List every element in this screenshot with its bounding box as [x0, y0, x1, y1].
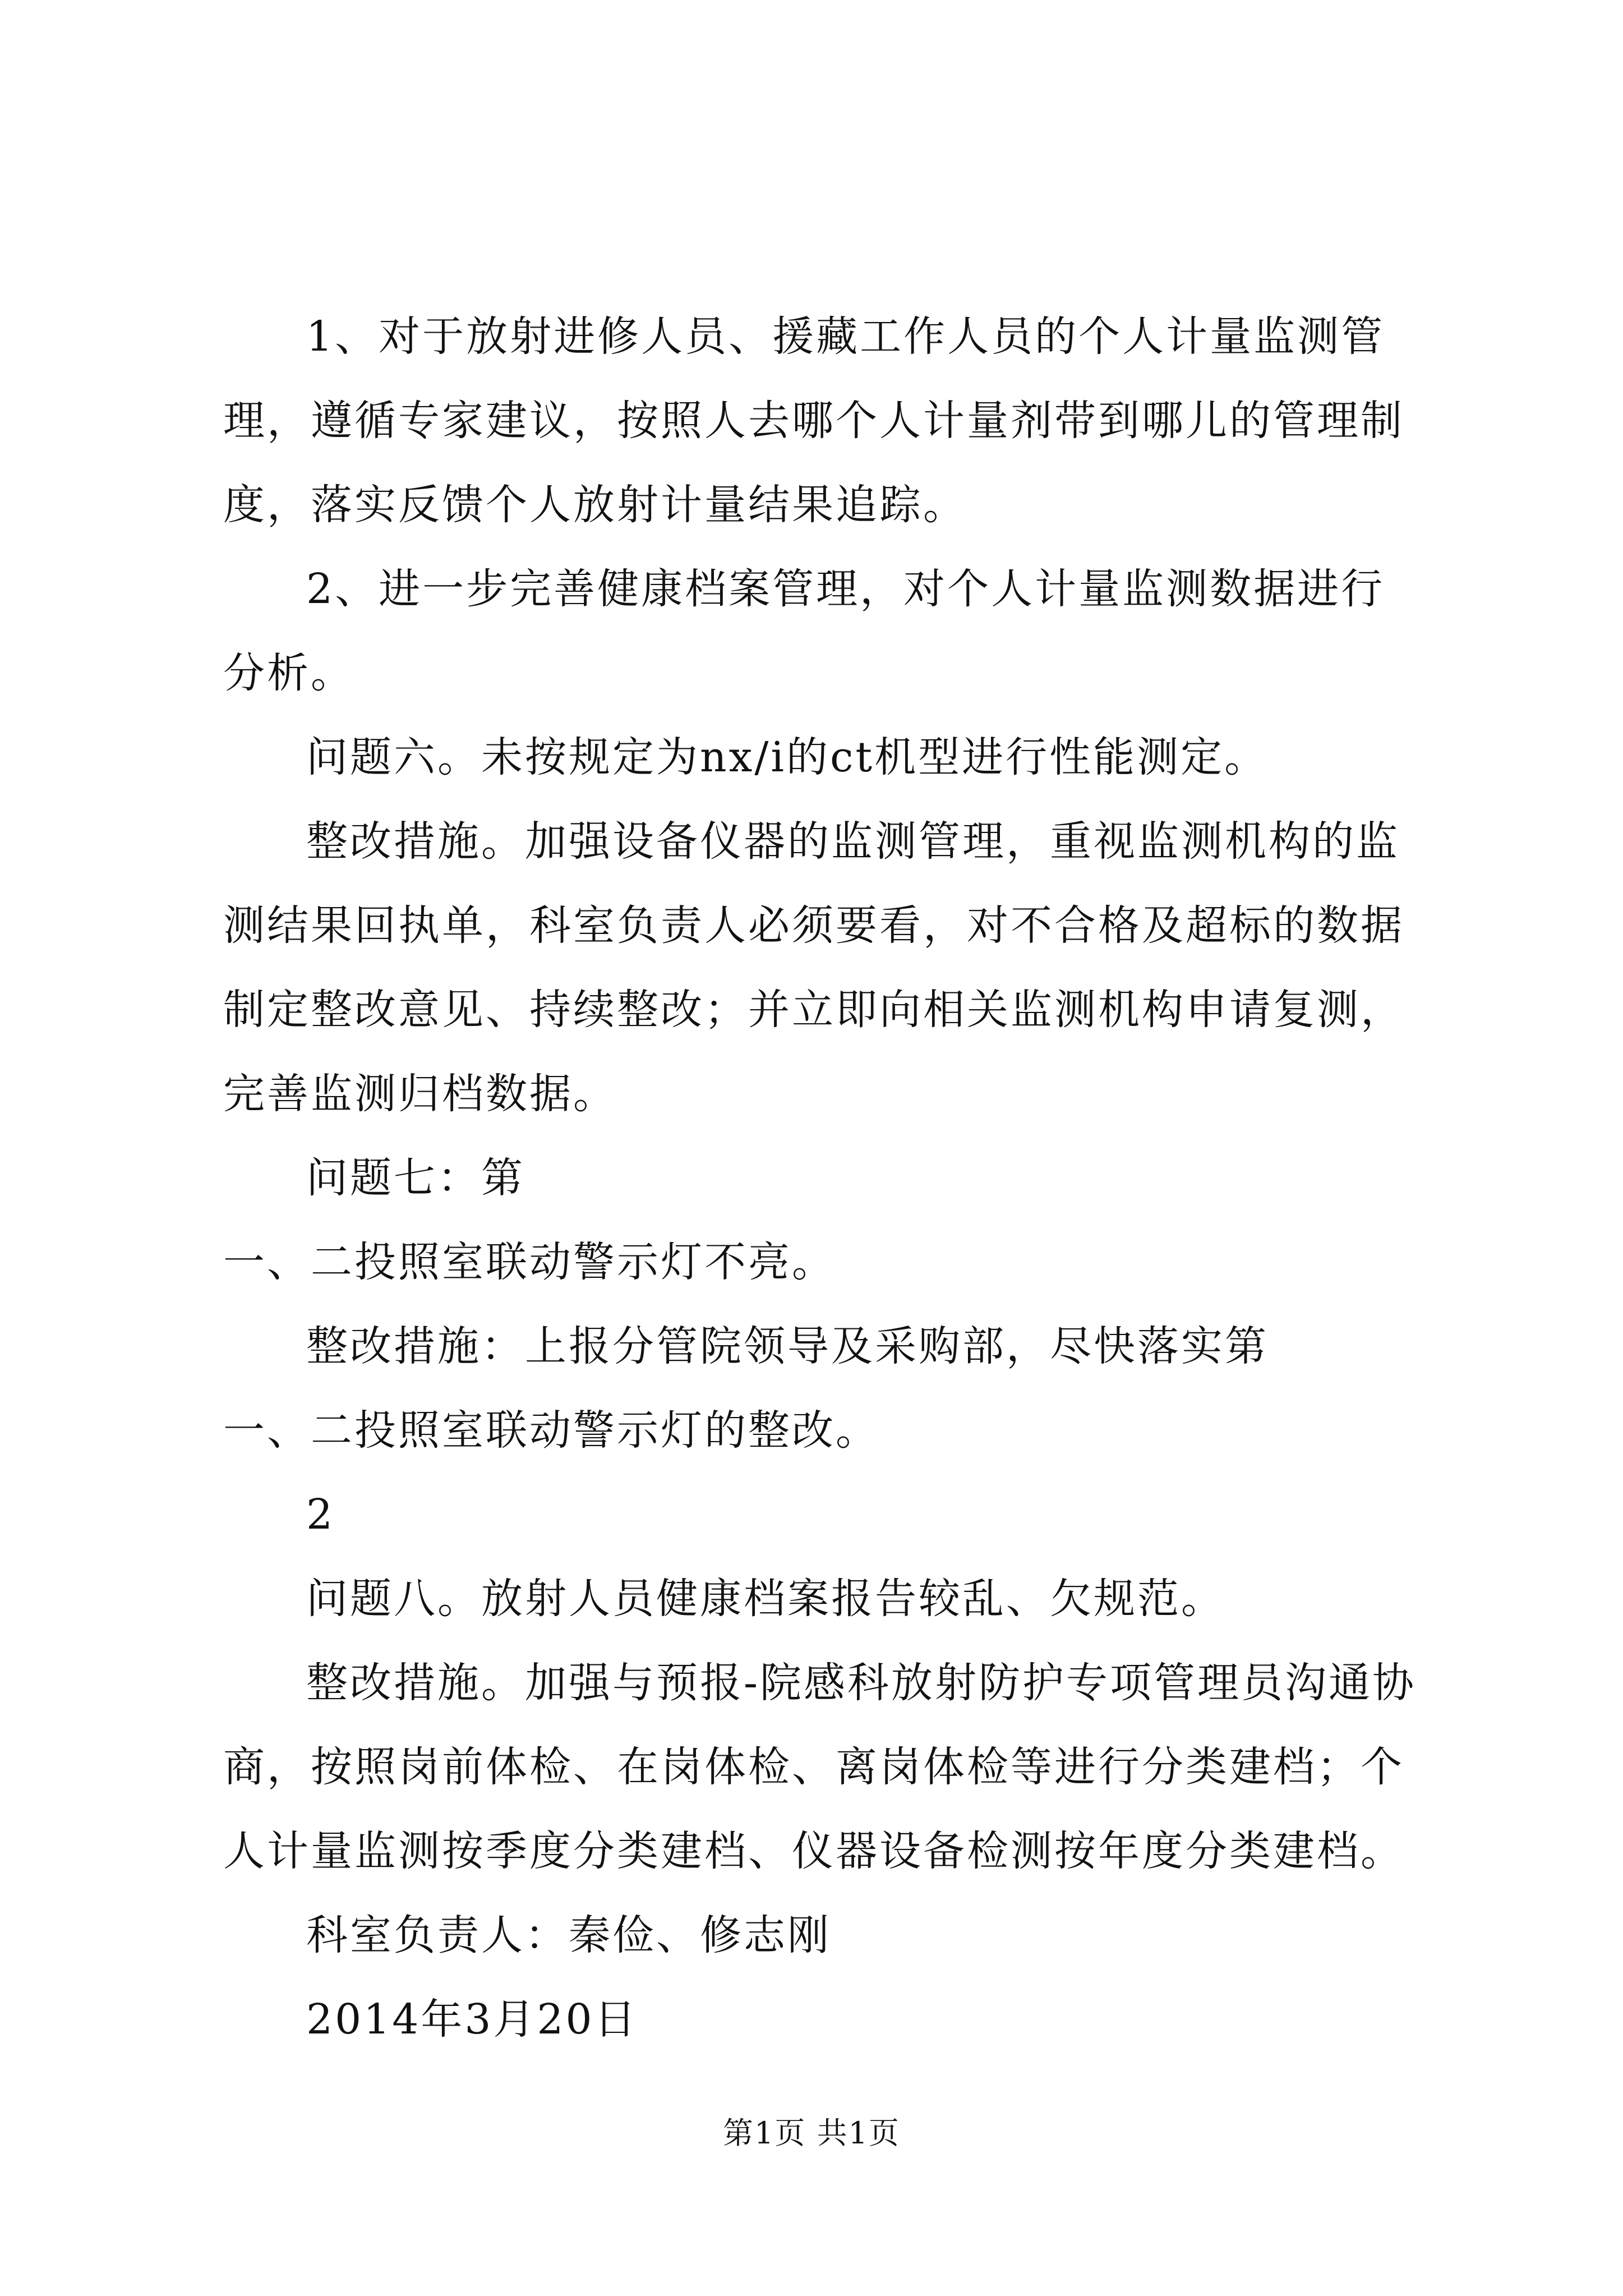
paragraph-number: 2 [306, 1490, 335, 1539]
paragraph-issue-eight-measures: 整改措施。加强与预报-院感科放射防护专项管理员沟通协商，按照岗前体检、在岗体检、离岗体检等进行分类建档；个人计量监测按季度分类建档、仪器设备检测按年度分类建档。 [223, 1659, 1417, 1875]
paragraph-issue-eight: 问题八。放射人员健康档案报告较乱、欠规范。 [306, 1575, 1225, 1623]
paragraph-issue-seven-detail: 一、二投照室联动警示灯不亮。 [223, 1238, 836, 1286]
paragraph-issue-six: 问题六。未按规定为nx/i的ct机型进行性能测定。 [306, 733, 1269, 781]
paragraph-date: 2014年3月20日 [306, 1995, 638, 2044]
paragraph-issue-seven-measures-cont: 一、二投照室联动警示灯的整改。 [223, 1406, 879, 1455]
paragraph-issue-seven: 问题七：第 [306, 1154, 525, 1202]
paragraph-dosimetry-management: 1、对于放射进修人员、援藏工作人员的个人计量监测管理，遵循专家建议，按照人去哪个人计量剂带到哪儿的管理制度，落实反馈个人放射计量结果追踪。 [223, 312, 1404, 529]
paragraph-issue-six-measures: 整改措施。加强设备仪器的监测管理，重视监测机构的监测结果回执单，科室负责人必须要看，对不合格及超标的数据制定整改意见、持续整改；并立即向相关监测机构申请复测，完善监测归档数据。 [223, 817, 1404, 1118]
paragraph-health-records: 2、进一步完善健康档案管理，对个人计量监测数据进行分析。 [223, 565, 1385, 697]
page-footer: 第1页 共1页 [723, 2115, 900, 2151]
paragraph-responsible-persons: 科室负责人：秦俭、修志刚 [306, 1911, 831, 1959]
paragraph-issue-seven-measures: 整改措施：上报分管院领导及采购部，尽快落实第 [306, 1322, 1269, 1370]
document-body [223, 295, 1418, 2062]
